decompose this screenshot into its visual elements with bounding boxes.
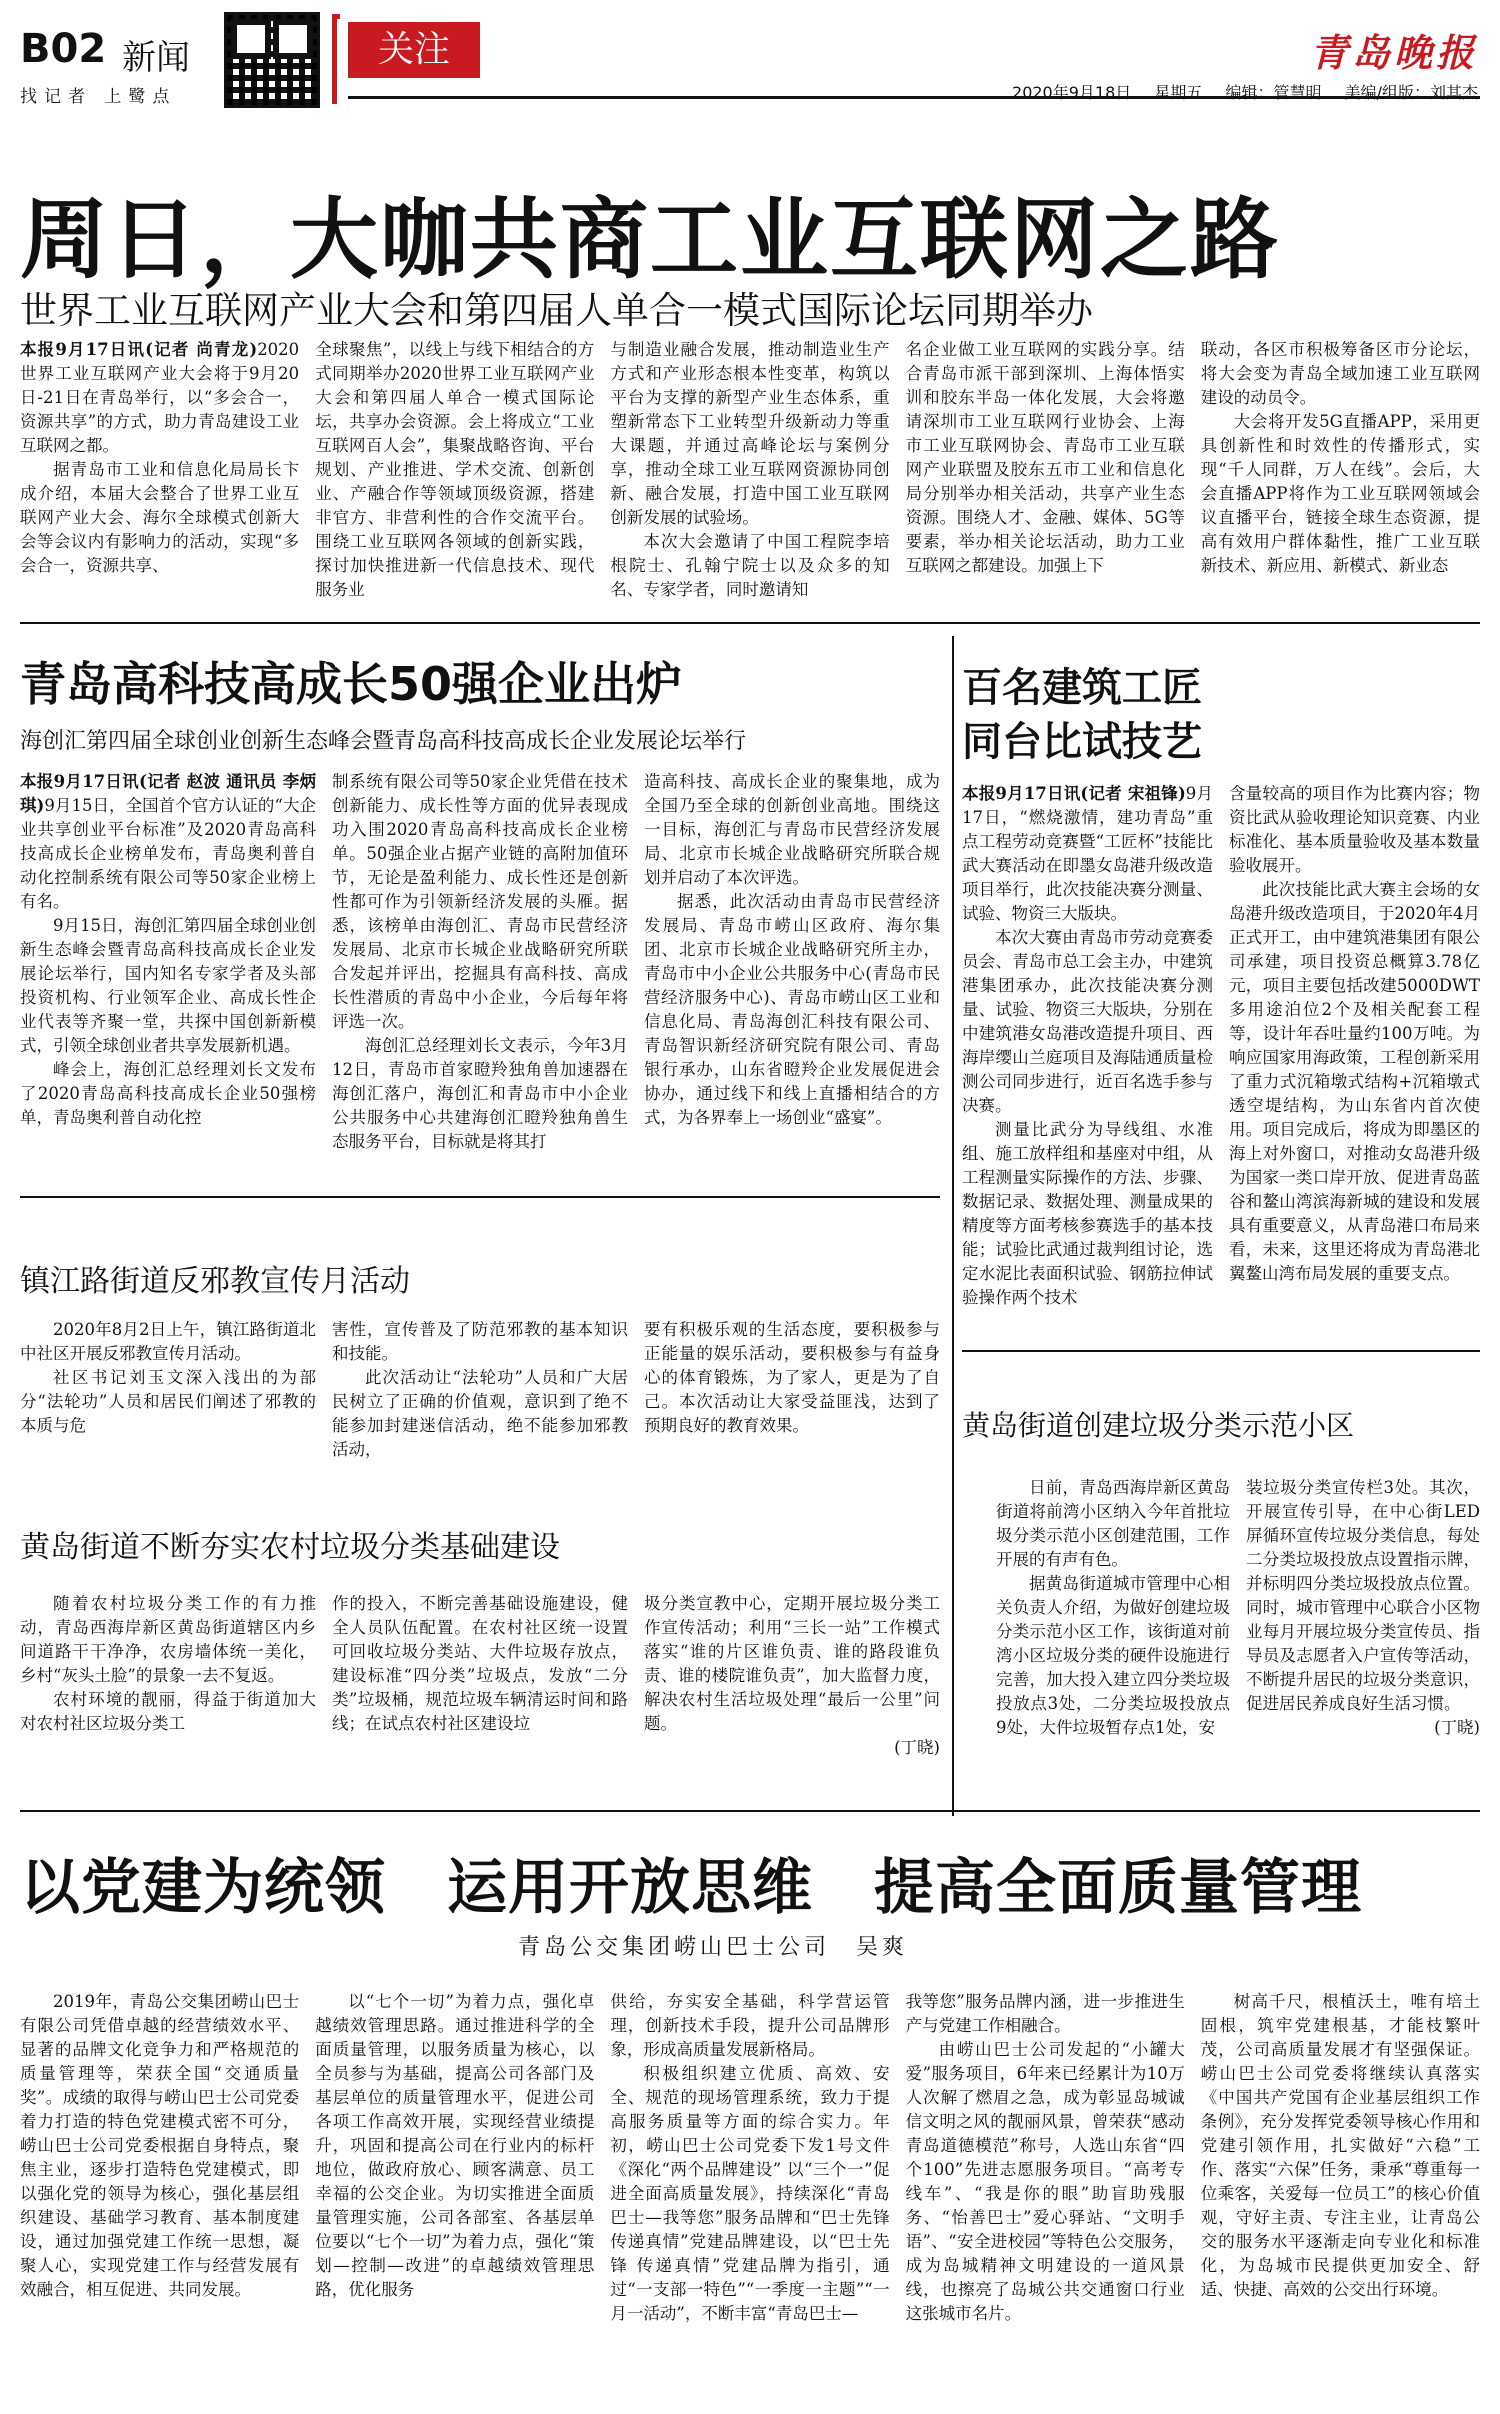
author-sign: (丁晓) (1434, 1718, 1480, 1737)
paragraph: 随着农村垃圾分类工作的有力推动，青岛西海岸新区黄岛街道辖区内乡间道路干干净净，农房墙体统一美化，乡村“灰头土脸”的景象一去不复返。 (20, 1594, 316, 1685)
top50-col-1 (20, 770, 316, 1190)
lead-col-4 (906, 338, 1185, 608)
paragraph: 由崂山巴士公司发起的“小罐大爱”服务项目，6年来已经累计为10万人次解了燃眉之急，成为彰显岛城诚信文明之风的靓丽风景，曾荣获“感动青岛道德模范”称号，人选山东省“四个100”先进志愿服务项目。“高考专线车”、“我是你的眼”助盲助残服务、“怡善巴士”爱心驿站、“文明手语”、“安全进校园”等特色公交服务，成为岛城精神文明建设的一道风景线，也擦亮了岛城公共交通窗口行业这张城市名片。 (905, 2040, 1185, 2323)
paragraph: 社区书记刘玉文深入浅出的为部分“法轮功”人员和居民们阐述了邪教的本质与危 (20, 1368, 316, 1435)
paragraph: 树高千尺，根植沃土，唯有培土固根，筑牢党建根基，才能枝繁叶茂，公司高质量发展才有坚强保证。崂山巴士公司党委将继续认真落实《中国共产党国有企业基层组织工作条例》，充分发挥党委领导核心作用和党建引领作用，扎实做好“六稳”工作、落实“六保”任务，秉承“尊重每一位乘客，关爱每一位员工”的核心价值观，守好主责、专注主业，让青岛公交的服务水平逐渐走向专业化和标准化，为岛城市民提供更加安全、舒适、快捷、高效的公交出行环境。 (1200, 1992, 1480, 2299)
party-col-5 (1201, 1990, 1480, 2390)
issue-weekday: 星期五 (1154, 83, 1203, 102)
paragraph: 名企业做工业互联网的实践分享。结合青岛市派干部到深圳、上海体悟实训和胶东半岛一体化发展，大会将邀请深圳市工业互联网行业协会、上海市工业互联网协会、青岛市工业互联网产业联盟及胶东五市工业和信息化局分别举办相关活动，共享产业生态资源。围绕人才、金融、媒体、5G等要素，举办相关论坛活动，助力工业互联网之都建设。加强上下 (905, 340, 1185, 575)
paragraph: 我等您”服务品牌内涵，进一步推进生产与党建工作相融合。 (905, 1992, 1185, 2035)
top50-col-3 (644, 770, 940, 1190)
top50-subheadline: 海创汇第四届全球创业创新生态峰会暨青岛高科技高成长企业发展论坛举行 (20, 729, 747, 754)
paragraph: 本次大会邀请了中国工程院李培根院士、孔翰宁院士以及众多的知名、专家学者，同时邀请知 (610, 532, 890, 599)
paragraph: 此次技能比武大赛主会场的女岛港升级改造项目，于2020年4月正式开工，由中建筑港集团有限公司承建，项目投资总概算3.78亿元，项目主要包括改建5000DWT多用途泊位2个及相关配套工程等，设计年吞吐量约100万吨。为响应国家用海政策，工程创新采用了重力式沉箱墩式结构+沉箱墩式透空堤结构，为山东省内首次使用。项目完成后，将成为即墨区的海上对外窗口，对推动女岛港升级为国家一类口岸开放、促进青岛蓝谷和鳌山湾滨海新城的建设和发展具有重要意义，从青岛港口布局来看，未来，这里还将成为青岛港北翼鳌山湾布局发展的重要支点。 (1229, 880, 1480, 1283)
masthead (0, 0, 1500, 118)
paragraph: 9月15日，全国首个官方认证的“大企业共享创业平台标准”及2020青岛高科技高成长企业榜单发布，青岛奥利普自动化控制系统有限公司等50家企业榜上有名。 (20, 796, 316, 911)
zhenjiang-article-body (20, 1318, 940, 1478)
huangdao-demo-col-2 (1246, 1476, 1480, 1766)
paragraph: 峰会上，海创汇总经理刘长文发布了2020青岛高科技高成长企业50强榜单，青岛奥利普自动化控 (20, 1060, 316, 1127)
huangdao-rural-col-1 (20, 1592, 316, 1768)
party-col-4 (906, 1990, 1185, 2390)
lead-subheadline: 世界工业互联网产业大会和第四届人单合一模式国际论坛同期举办 (20, 289, 1093, 332)
craftsmen-headline-line1: 百名建筑工匠 (962, 665, 1202, 711)
byline: 本报9月17日讯(记者 尚青龙) (20, 340, 258, 359)
qr-code-icon (224, 12, 320, 108)
zhenjiang-col-2 (332, 1318, 628, 1478)
paragraph: 2020年8月2日上午，镇江路街道北中社区开展反邪教宣传月活动。 (20, 1320, 316, 1363)
lead-col-1 (20, 338, 299, 608)
lead-col-3 (610, 338, 889, 608)
paragraph: 积极组织建立优质、高效、安全、规范的现场管理系统，致力于提高服务质量等方面的综合实力。年初，崂山巴士公司党委下发1号文件《深化“两个品牌建设” 以“三个一”促进全面高质量发展》，持续深化“青岛巴士—我等您”服务品牌和“巴士先锋 传递真情”党建品牌建设，以“巴士先锋 传递真情”党建品牌为指引，通过“一支部一特色”“一季度一主题”“一月一活动”，不断丰富“青岛巴士— (610, 2064, 890, 2323)
paragraph: 圾分类宣教中心，定期开展垃圾分类工作宣传活动；利用“三长一站”工作模式落实“谁的片区谁负责、谁的路段谁负责、谁的楼院谁负责”，加大监督力度，解决农村生活垃圾处理“最后一公里”问题。 (644, 1594, 940, 1733)
paragraph: 9月17日，“燃烧激情，建功青岛”重点工程劳动竞赛暨“工匠杯”技能比武大赛活动在即墨女岛港升级改造项目举行，此次技能决赛分测量、试验、物资三大版块。 (962, 784, 1213, 923)
column-divider (952, 636, 954, 1816)
zhenjiang-col-3 (644, 1318, 940, 1478)
craftsmen-headline-line2: 同台比试技艺 (962, 719, 1202, 765)
paragraph: 据青岛市工业和信息化局局长卞成介绍，本届大会整合了世界工业互联网产业大会、海尔全球模式创新大会等会议内有影响力的活动，实现“多会合一，资源共享、 (20, 460, 300, 575)
top50-col-2 (332, 770, 628, 1190)
divider (20, 1196, 940, 1198)
paragraph: 农村环境的靓丽，得益于街道加大对农村社区垃圾分类工 (20, 1690, 316, 1733)
paragraph: 据悉，此次活动由青岛市民营经济发展局、青岛市崂山区政府、海尔集团、北京市长城企业战略研究所主办，青岛市中小企业公共服务中心(青岛市民营经济服务中心)、青岛市崂山区工业和信息化局、青岛海创汇科技有限公司、青岛智识新经济研究院有限公司、青岛银行承办，山东省瞪羚企业发展促进会协办，通过线下和线上直播相结合的方式，为各界奉上一场创业“盛宴”。 (644, 892, 940, 1127)
craftsmen-col-2 (1229, 782, 1480, 1332)
divider (20, 1810, 1480, 1812)
section-name: 新闻 (122, 38, 190, 78)
paragraph: 此次活动让“法轮功”人员和广大居民树立了正确的价值观，意识到了绝不能参加封建迷信活动，绝不能参加邪教活动， (332, 1368, 628, 1459)
paragraph: 造高科技、高成长企业的聚集地，成为全国乃至全球的创新创业高地。围绕这一目标，海创汇与青岛市民营经济发展局、北京市长城企业战略研究所联合规划并启动了本次评选。 (644, 772, 940, 887)
paragraph: 制系统有限公司等50家企业凭借在技术创新能力、成长性等方面的优异表现成功入围2020青岛高科技高成长企业榜单。50强企业占据产业链的高附加值环节，无论是盈利能力、成长性还是创新性都可作为引领新经济发展的头雁。据悉，该榜单由海创汇、青岛市民营经济发展局、北京市长城企业战略研究所联合发起并评出，挖掘具有高科技、高成长性潜质的青岛中小企业，今后每年将评选一次。 (332, 772, 628, 1031)
craftsmen-article-body (962, 782, 1480, 1332)
huangdao-rural-article-body (20, 1592, 940, 1768)
party-col-1 (20, 1990, 299, 2390)
lead-article-body (20, 338, 1480, 608)
paragraph: 海创汇总经理刘长文表示，今年3月12日，青岛市首家瞪羚独角兽加速器在海创汇落户，海创汇和青岛市中小企业公共服务中心共建海创汇瞪羚独角兽生态服务平台，目标就是将其打 (332, 1036, 628, 1151)
huangdao-rural-col-3 (644, 1592, 940, 1768)
paragraph: 要有积极乐观的生活态度，要积极参与正能量的娱乐活动，要积极参与有益身心的体育锻炼，为了家人，更是为了自己。本次活动让大家受益匪浅，达到了预期良好的教育效果。 (644, 1320, 940, 1435)
party-author: 青岛公交集团崂山巴士公司 吴爽 (518, 1935, 909, 1960)
paragraph: 大会将开发5G直播APP，采用更具创新性和时效性的传播形式，实现“千人同群，万人在线”。会后，大会直播APP将作为工业互联网领域会议直播平台，链接全球生态资源，提高有效用户群体黏性，推广工业互联新技术、新应用、新模式、新业态 (1200, 412, 1480, 575)
author-sign: (丁晓) (894, 1738, 940, 1757)
focus-bracket (332, 14, 340, 104)
party-col-3 (610, 1990, 889, 2390)
paragraph: 装垃圾分类宣传栏3处。其次，开展宣传引导，在中心街LED屏循环宣传垃圾分类信息，每处二分类垃圾投放点设置指示牌，并标明四分类垃圾投放点位置。同时，城市管理中心联合小区物业每月开展垃圾分类宣传员、指导员及志愿者入户宣传等活动，不断提升居民的垃圾分类意识，促进居民养成良好生活习惯。 (1246, 1478, 1480, 1713)
paragraph: 2019年，青岛公交集团崂山巴士有限公司凭借卓越的经营绩效水平、显著的品牌文化竞争力和严格规范的质量管理等，荣获全国“交通质量奖”。成绩的取得与崂山巴士公司党委着力打造的特色党建模式密不可分，崂山巴士公司党委根据自身特点，聚焦主业，逐步打造特色党建模式，即以强化党的领导为核心，强化基层组织建设、基础学习教育、基本制度建设，通过加强党建工作统一思想，凝聚人心，实现党建工作与经营发展有效融合，相互促进、共同发展。 (20, 1992, 300, 2299)
lead-col-5 (1201, 338, 1480, 608)
issue-date: 2020年9月18日 (1012, 83, 1132, 102)
paragraph: 全球聚焦”，以线上与线下相结合的方式同期举办2020世界工业互联网产业大会和第四届人单合一模式国际论坛，共享办会资源。会上将成立“工业互联网百人会”，集聚战略咨询、平台规划、产业推进、学术交流、创新创业、产融合作等领域顶级资源，搭建非官方、非营利性的合作交流平台。围绕工业互联网各领域的创新实践，探讨加快推进新一代信息技术、现代服务业 (315, 340, 595, 599)
focus-tag: 关注 (348, 22, 480, 78)
byline: 本报9月17日讯(记者 赵波 通讯员 李炳琪) (20, 772, 316, 815)
huangdao-demo-col-1 (996, 1476, 1230, 1766)
party-article-body (20, 1990, 1480, 2390)
paragraph: 2020世界工业互联网产业大会将于9月20日-21日在青岛举行，以“多会合一，资源共享”的方式，助力青岛建设工业互联网之都。 (20, 340, 300, 455)
page-number: B02 (20, 26, 107, 72)
top50-headline: 青岛高科技高成长50强企业出炉 (20, 657, 683, 711)
huangdao-rural-col-2 (332, 1592, 628, 1768)
party-col-2 (315, 1990, 594, 2390)
craftsmen-col-1 (962, 782, 1213, 1332)
zhenjiang-headline: 镇江路街道反邪教宣传月活动 (20, 1264, 410, 1299)
issue-meta (994, 80, 1478, 103)
huangdao-demo-article-body (996, 1476, 1480, 1766)
divider (962, 1350, 1480, 1352)
newspaper-logo: 青岛晚报 (1309, 30, 1478, 75)
divider (20, 622, 1480, 624)
paragraph: 供给，夯实安全基础，科学营运管理，创新技术手段，提升公司品牌形象，形成高质量发展新格局。 (610, 1992, 890, 2059)
paragraph: 作的投入，不断完善基础设施建设，健全人员队伍配置。在农村社区统一设置可回收垃圾分类站、大件垃圾存放点，建设标准“四分类”垃圾点，发放“二分类”垃圾桶，规范垃圾车辆清运时间和路线；在试点农村社区建设垃 (332, 1594, 628, 1733)
top50-article-body (20, 770, 940, 1190)
paragraph: 联动，各区市积极筹备区市分论坛，将大会变为青岛全域加速工业互联网建设的动员令。 (1200, 340, 1480, 407)
huangdao-demo-headline: 黄岛街道创建垃圾分类示范小区 (962, 1409, 1355, 1442)
paragraph: 日前，青岛西海岸新区黄岛街道将前湾小区纳入今年首批垃圾分类示范小区创建范围，工作开展的有声有色。 (996, 1478, 1230, 1569)
paragraph: 含量较高的项目作为比赛内容；物资比武从验收理论知识竞赛、内业标准化、基本质量验收及基本数量验收展开。 (1229, 784, 1480, 875)
lead-headline: 周日，大咖共商工业互联网之路 (20, 188, 1281, 291)
huangdao-rural-headline: 黄岛街道不断夯实农村垃圾分类基础建设 (20, 1530, 560, 1565)
slogan: 找记者 上鹭点 (20, 87, 177, 107)
editor: 编辑：管慧明 (1225, 83, 1322, 102)
paragraph: 9月15日，海创汇第四届全球创业创新生态峰会暨青岛高科技高成长企业发展论坛举行，国内知名专家学者及头部投资机构、行业领军企业、高成长性企业代表等齐聚一堂，共探中国创新新模式，引领全球创业者共享发展新机遇。 (20, 916, 316, 1055)
party-headline: 以党建为统领 运用开放思维 提高全面质量管理 (20, 1853, 1362, 1923)
designer: 美编/组版：刘其杰 (1344, 83, 1478, 102)
paragraph: 以“七个一切”为着力点，强化卓越绩效管理思路。通过推进科学的全面质量管理，以服务质量为核心，以全员参与为基础，提高公司各部门及基层单位的质量管理水平，促进公司各项工作高效开展，实现经营业绩提升，巩固和提高公司在行业内的标杆地位，做政府放心、顾客满意、员工幸福的公交企业。为切实推进全面质量管理实施，公司各部室、各基层单位要以“七个一切”为着力点，强化“策划—控制—改进”的卓越绩效管理思路，优化服务 (315, 1992, 595, 2299)
zhenjiang-col-1 (20, 1318, 316, 1478)
paragraph: 本次大赛由青岛市劳动竞赛委员会、青岛市总工会主办，中建筑港集团承办，此次技能决赛分测量、试验、物资三大版块，分别在中建筑港女岛港改造提升项目、西海岸缨山兰庭项目及海陆通质量检测公司同步进行，近百名选手参与决赛。 (962, 928, 1213, 1115)
paragraph: 测量比武分为导线组、水准组、施工放样组和基座对中组，从工程测量实际操作的方法、步骤、数据记录、数据处理、测量成果的精度等方面考核参赛选手的基本技能；试验比武通过裁判组讨论，选定水泥比表面积试验、钢筋拉伸试验操作两个技术 (962, 1120, 1213, 1307)
paragraph: 与制造业融合发展，推动制造业生产方式和产业形态根本性变革，构筑以平台为支撑的新型产业生态体系，重塑新常态下工业转型升级新动力等重大课题，并通过高峰论坛与案例分享，推动全球工业互联网资源协同创新、融合发展，打造中国工业互联网创新发展的试验场。 (610, 340, 890, 527)
byline: 本报9月17日讯(记者 宋祖锋) (962, 784, 1186, 803)
paragraph: 据黄岛街道城市管理中心相关负责人介绍，为做好创建垃圾分类示范小区工作，该街道对前湾小区垃圾分类的硬件设施进行完善，加大投入建立四分类垃圾投放点3处，二分类垃圾投放点9处，大件垃圾暂存点1处，安 (996, 1574, 1230, 1737)
paragraph: 害性，宣传普及了防范邪教的基本知识和技能。 (332, 1320, 628, 1363)
lead-col-2 (315, 338, 594, 608)
